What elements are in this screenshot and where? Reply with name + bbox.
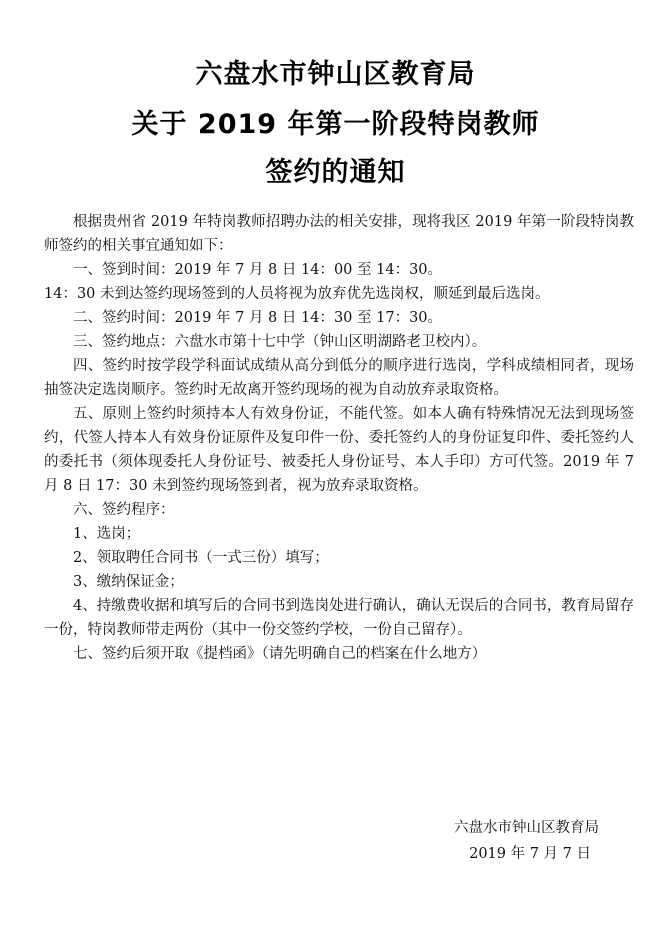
signature-org: 六盘水市钟山区教育局 [454,820,599,836]
paragraph-signing-time: 二、签约时间：2019 年 7 月 8 日 14：30 至 17：30。 [73,310,443,326]
paragraph-archive-letter: 七、签约后须开取《提档函》（请先明确自己的档案在什么地方） [73,646,487,662]
procedure-step-4: 4、持缴费收据和填写后的合同书到选岗处进行确认，确认无误后的合同书，教育局留存一份，特岗教师带走两份（其中一份交签约学校，一份自己留存）。 [44,598,634,638]
paragraph-proxy-signing: 五、原则上签约时须持本人有效身份证，不能代签。如本人确有特殊情况无法到现场签约，代签人持本人有效身份证原件及复印件一份、委托签约人的身份证复印件、委托签约人的委托书（须体现委托人身份证号、被委托人身份证号、本人手印）方可代签。2019 年 7 月 8 日 17：30 未到签约现场签到者，视为放弃录取资格。 [44,406,634,494]
title-line-2: 关于 2019 年第一阶段特岗教师 [131,109,540,140]
paragraph-checkin-time: 一、签到时间：2019 年 7 月 8 日 14：00 至 14：30。 [73,262,443,278]
procedure-step-2: 2、领取聘任合同书（一式三份）填写； [73,550,329,566]
title-line-1: 六盘水市钟山区教育局 [195,59,476,90]
procedure-step-3: 3、缴纳保证金； [73,574,184,590]
paragraph-procedure-heading: 六、签约程序： [73,502,175,518]
title-line-3: 签约的通知 [265,157,406,188]
paragraph-intro: 根据贵州省 2019 年特岗教师招聘办法的相关安排，现将我区 2019 年第一阶段特岗教师签约的相关事宜通知如下： [44,214,634,254]
notice-body [44,210,634,666]
paragraph-selection-order: 四、签约时按学段学科面试成绩从高分到低分的顺序进行选岗，学科成绩相同者，现场抽签决定选岗顺序。签约时无故离开签约现场的视为自动放弃录取资格。 [44,358,634,398]
paragraph-late-checkin: 14：30 未到达签约现场签到的人员将视为放弃优先选岗权，顺延到最后选岗。 [44,286,550,302]
signature-date: 2019 年 7 月 7 日 [469,846,591,862]
paragraph-signing-location: 三、签约地点：六盘水市第十七中学（钟山区明湖路老卫校内）。 [73,334,487,350]
procedure-step-1: 1、选岗； [73,526,141,542]
